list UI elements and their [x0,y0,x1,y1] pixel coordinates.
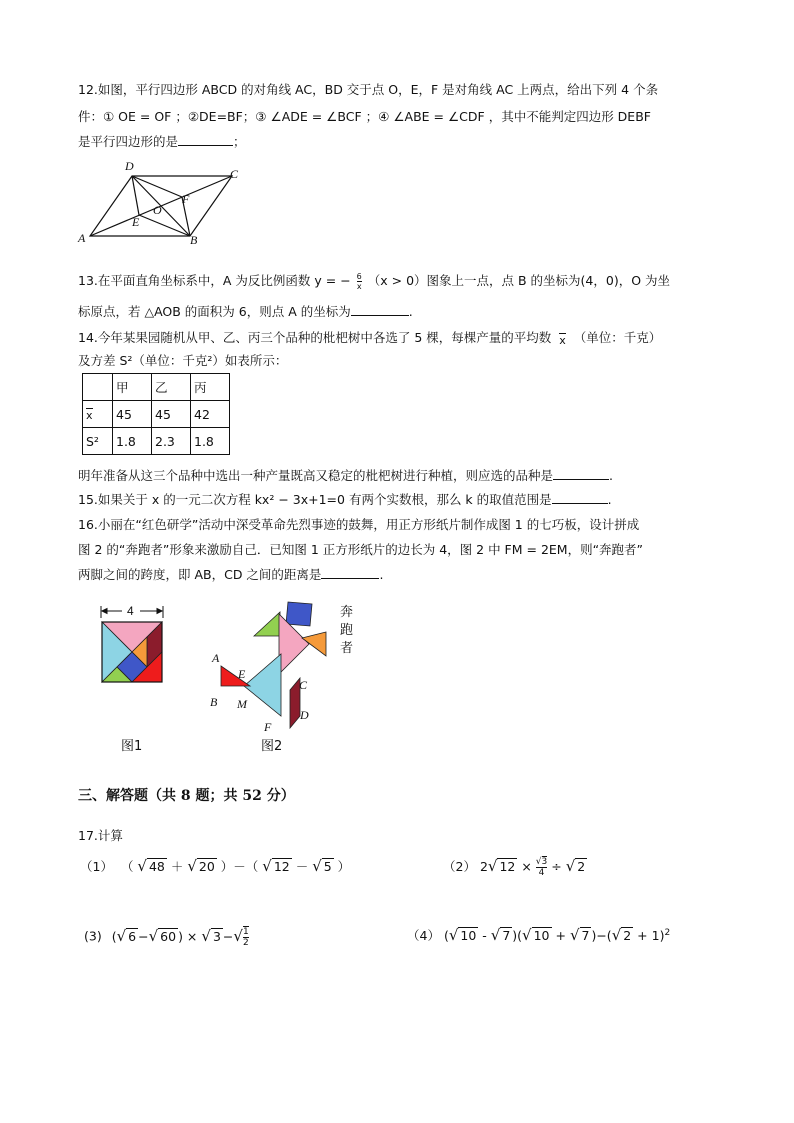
figure2-caption: 图2 [261,739,283,754]
fig2-label-d: D [300,708,309,722]
q12-label-b: B [190,233,198,247]
q13-fraction [357,272,362,291]
head-blue-square [286,602,312,626]
table-cell: 45 [113,401,152,428]
fig2-label-f: F [264,720,272,734]
q17-part4: （4） (√ 10 - √ 7 )(√ 10 + √ 7 )−(√ 2 + 1)$^2$ [407,926,671,944]
q14-line3-text: 明年准备从这三个品种中选出一种产量既高又稳定的枇杷树进行种植，则应选的品种是 [78,468,554,483]
q16-line2: 图 2 的“奔跑者”形象来激励自己．已知图 1 正方形纸片的边长为 4，图 2 中 FM = 2EM，则“奔跑者” [78,542,644,557]
table-header-cell [83,374,113,401]
q13-frac-num: 6 [356,272,362,281]
table-cell: 2.3 [152,428,191,455]
q12-parallelogram-figure [74,158,254,248]
q15-end: . [607,492,612,507]
q16-line3-end: . [379,567,384,582]
q12-label-o: O [153,203,162,217]
fig2-label-e: E [238,667,246,681]
table-cell: 42 [191,401,230,428]
table-row [83,401,230,428]
table-header-cell: 丙 [191,374,230,401]
q15-line [78,490,612,508]
q13-line2-text: 标原点，若 △AOB 的面积为 6，则点 A 的坐标为 [78,304,351,319]
q12-label-c: C [230,167,239,181]
q14-line1-b: （单位：千克） [573,330,662,345]
foot-red-triangle [221,666,250,686]
q14-line2: 及方差 S²（单位：千克²）如表所示： [78,353,288,368]
q12-answer-blank[interactable] [178,132,233,146]
table-cell: 1.8 [191,428,230,455]
q13-line1-b: （x > 0）图象上一点，点 B 的坐标为(4，0)，O 为坐 [367,273,671,288]
table-row-label: S² [83,428,113,455]
fig2-label-b: B [210,695,218,709]
q16-answer-blank[interactable] [321,565,379,579]
fig2-label-c: C [299,678,308,692]
table-row-label [83,401,113,428]
leg-cyan-triangle [244,654,281,716]
q14-line1-a: 14.今年某果园随机从甲、乙、丙三个品种的枇杷树中各选了 5 棵，每棵产量的平均数 [78,330,552,345]
q14-answer-blank[interactable] [553,466,609,480]
q12-label-d: D [125,159,134,173]
q17-part2: （2） 2√ 12 × $\frac{√3}{4}$ ÷ √ 2 [443,857,586,878]
q12-line3-end: ； [233,134,246,149]
q17-p2-label: （2） [443,859,476,874]
fig2-label-m: M [237,697,247,711]
runner-vertical-label [340,604,353,658]
table-header-cell: 甲 [113,374,152,401]
q13-line2 [78,302,413,320]
q15-answer-blank[interactable] [552,490,608,504]
q12-label-a: A [78,231,86,245]
fig2-label-a: A [212,651,220,665]
arm-green-triangle [254,612,280,636]
q16-line1: 16.小丽在“红色研学”活动中深受革命先烈事迹的鼓舞，用正方形纸片制作成图 1 的七巧板，设计拼成 [78,517,640,532]
q13-line1-a: 13.在平面直角坐标系中，A 为反比例函数 y = − [78,273,351,288]
q14-line1 [78,328,661,347]
q17-part3: (3) (√ 6 −√ 60 ) × √ 3 −√ $\frac{1}{2}$ [84,926,249,948]
q13-answer-blank[interactable] [351,302,409,316]
q16-figure1-tangram [96,600,176,690]
runner-char: 奔 [340,605,354,620]
q17-p1-label: （1） [80,859,113,874]
figure1-caption: 图1 [121,739,143,754]
q13-frac-den: x [356,282,362,291]
table-cell: 1.8 [113,428,152,455]
xbar-symbol: x [86,408,93,422]
runner-char: 者 [340,641,354,656]
q17-title: 17.计算 [78,828,123,843]
q14-line3-end: . [609,468,613,483]
q16-figure2-runner [204,598,334,738]
q14-data-table [82,373,230,455]
q17-p4-label: （4） [407,928,440,943]
q17-part1: （1） （ √ 48 ＋ √ 20 ）－（ √ 12 － √ 5 ） [80,857,351,875]
q12-label-f: F [182,192,190,206]
q12-line3-text: 是平行四边形的是 [78,134,179,149]
q12-line2: 件：① OE = OF ；②DE=BF；③ ∠ADE = ∠BCF ；④ ∠ABE = ∠CDF ，其中不能判定四边形 DEBF [78,109,651,124]
runner-char: 跑 [340,623,354,638]
q12-label-e: E [132,215,140,229]
side-length-label: 4 [127,604,134,618]
q17-p3-label: (3) [84,928,102,944]
table-row [83,428,230,455]
q16-line3 [78,565,383,583]
q13-line1 [78,271,670,291]
table-header-cell: 乙 [152,374,191,401]
table-header-row [83,374,230,401]
q16-line3-text: 两脚之间的跨度，即 AB，CD 之间的距离是 [78,567,322,582]
table-cell: 45 [152,401,191,428]
q15-text: 15.如果关于 x 的一元二次方程 kx² − 3x+1=0 有两个实数根，那么 k 的取值范围是 [78,492,552,507]
q13-line2-end: . [408,304,413,319]
q12-line1: 12.如图，平行四边形 ABCD 的对角线 AC，BD 交于点 O，E，F 是对角线 AC 上两点，给出下列 4 个条 [78,82,659,97]
q14-xbar: x [559,334,566,347]
section3-heading: 三、解答题（共 8 题；共 52 分） [78,788,295,804]
q14-line3 [78,466,613,484]
q12-line3 [78,132,246,150]
